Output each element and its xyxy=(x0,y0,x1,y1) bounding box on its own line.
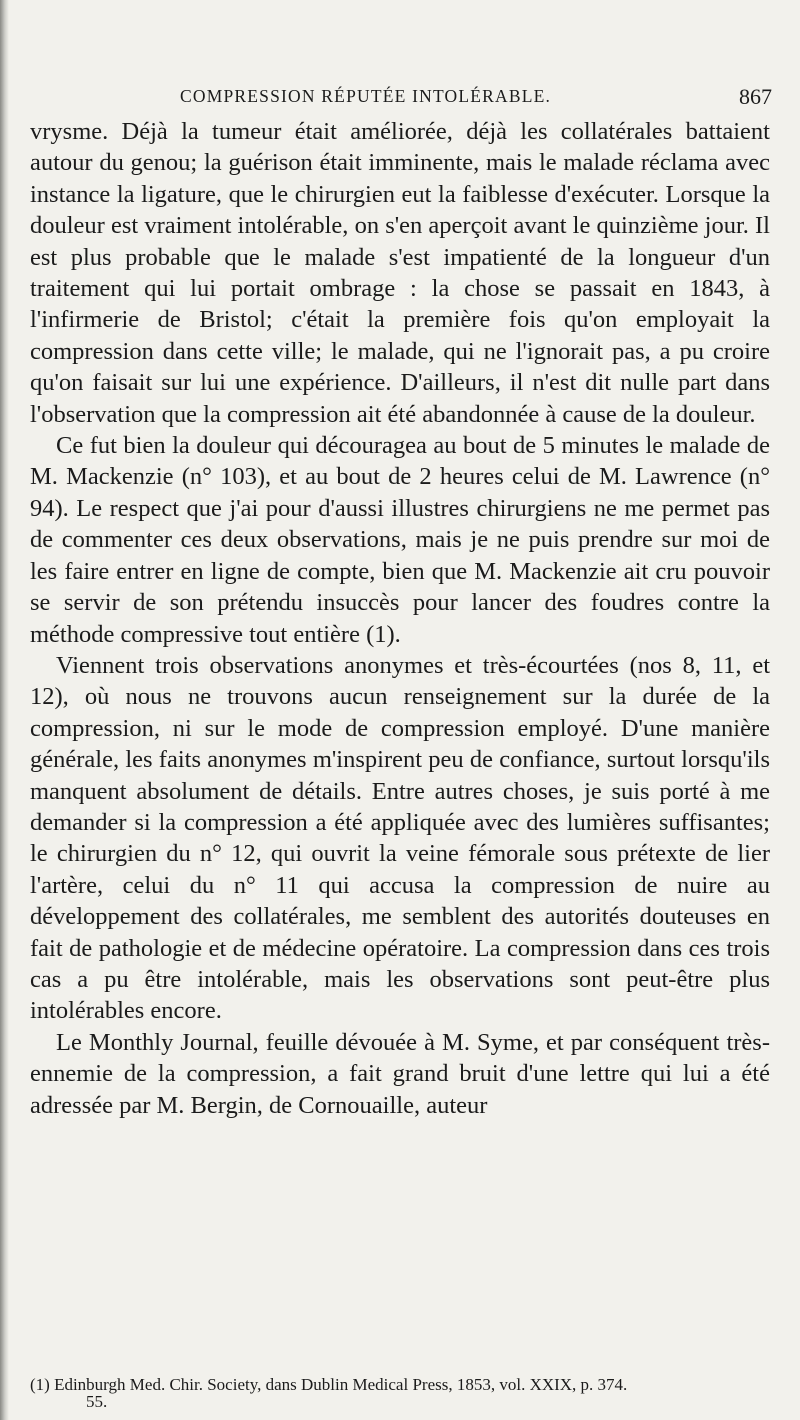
footnote-continuation: 55. xyxy=(86,1392,108,1411)
paragraph-2: Ce fut bien la douleur qui découragea au bout de 5 minutes le malade de M. Mackenzie (n° 103), et au bout de 2 heures celui de M. Lawrence (n° 94). Le respect que j'ai pour d'aussi illustres chirurgiens ne me permet pas de commenter ces deux observations, mais je ne puis prendre sur moi de les faire entrer en ligne de compte, bien que M. Mackenzie ait cru pouvoir se servir de son prétendu insuccès pour lancer des foudres contre la méthode compressive tout entière (1). xyxy=(30,432,770,648)
footnote: (1) Edinburgh Med. Chir. Society, dans Dublin Medical Press, 1853, vol. XXIX, p. 374. xyxy=(30,1375,628,1394)
page-header xyxy=(180,86,780,116)
paragraph-4: Le Monthly Journal, feuille dévouée à M. Syme, et par conséquent très-ennemie de la compression, a fait grand bruit d'une lettre qui lui a été adressée par M. Bergin, de Cornouaille, auteur xyxy=(30,1028,770,1119)
page-binding-edge xyxy=(0,0,9,1420)
paragraph-1: vrysme. Déjà la tumeur était améliorée, déjà les collatérales battaient autour du genou; la guérison était imminente, mais le malade réclama avec instance la ligature, que le chirurgien eut la faiblesse d'exécuter. Lorsque la douleur est vraiment intolérable, on s'en aperçoit avant le quinzième jour. Il est plus probable que le malade s'est impatienté de la longueur d'un traitement qui lui portait ombrage : la chose se passait en 1843, à l'infirmerie de Bristol; c'était la première fois qu'on employait la compression dans cette ville; le malade, qui ne l'ignorait pas, a pu croire qu'on faisait sur lui une expérience. D'ailleurs, il n'est dit nulle part dans l'observation que la compression ait été abandonnée à cause de la douleur. xyxy=(30,118,770,428)
body-text xyxy=(30,116,770,1121)
paragraph-3: Viennent trois observations anonymes et très-écourtées (nos 8, 11, et 12), où nous ne trouvons aucun renseignement sur la durée de la compression, ni sur le mode de compression employé. D'une manière générale, les faits anonymes m'inspirent peu de confiance, surtout lorsqu'ils manquent absolument de détails. Entre autres choses, je suis porté à me demander si la compression a été appliquée avec des lumières suffisantes; le chirurgien du n° 12, qui ouvrit la veine fémorale sous prétexte de lier l'artère, celui du n° 11 qui accusa la compression de nuire au développement des collatérales, me semblent des autorités douteuses en fait de pathologie et de médecine opératoire. La compression dans ces trois cas a pu être intolérable, mais les observations sont peut-être plus intolérables encore. xyxy=(30,651,770,1025)
running-head: COMPRESSION RÉPUTÉE INTOLÉRABLE. xyxy=(180,86,552,106)
page-number: 867 xyxy=(739,84,772,109)
